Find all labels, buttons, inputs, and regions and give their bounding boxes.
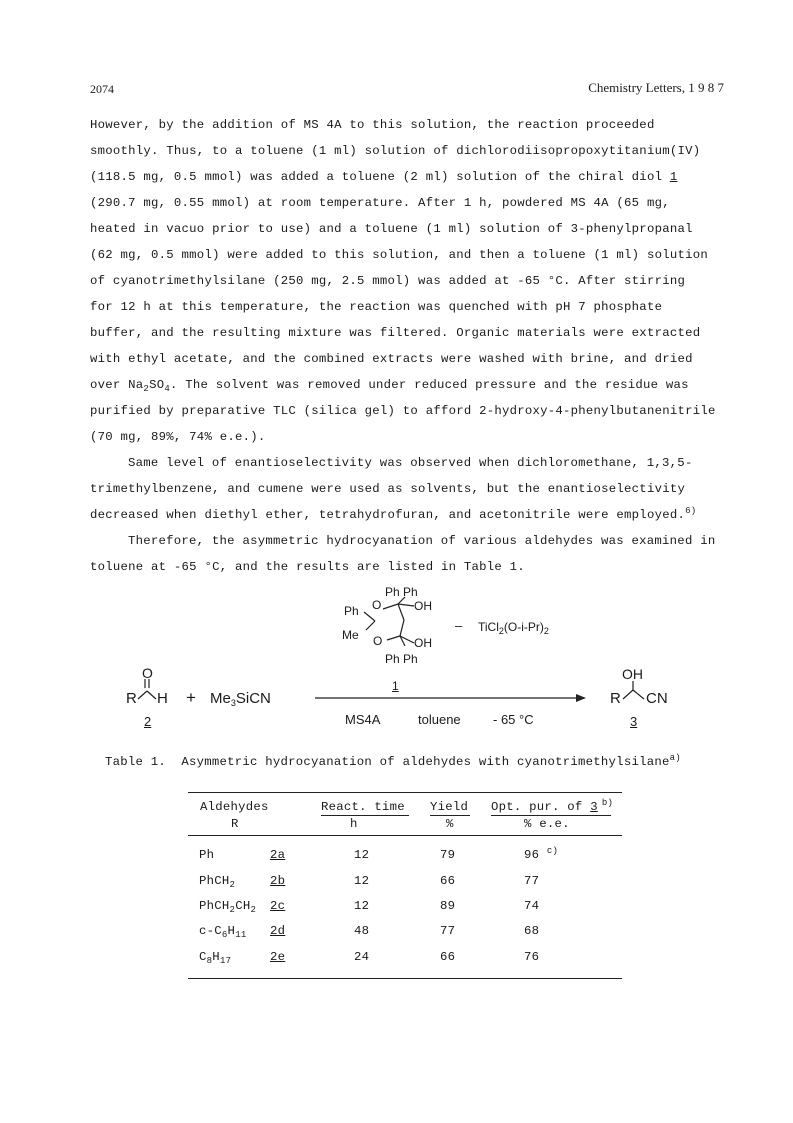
text-line: smoothly. Thus, to a toluene (1 ml) solution of dichlorodiisopropoxytitanium(IV) [90, 144, 701, 158]
product-r: R [610, 690, 621, 707]
substituent-text: H [212, 950, 220, 964]
cell-compound-code [270, 848, 285, 862]
product-cn: CN [646, 690, 668, 707]
cell-substituent [199, 924, 247, 938]
product-oh: OH [622, 666, 643, 682]
journal-header: Chemistry Letters, 1 9 8 7 [588, 80, 724, 95]
catalyst-o-bottom: O [373, 634, 383, 648]
cell-yield [440, 899, 455, 913]
header-underline [321, 815, 409, 816]
time-value: 12 [354, 899, 370, 913]
text-span: SO [149, 378, 165, 392]
aldehyde-h: H [157, 690, 168, 707]
text-line: purified by preparative TLC (silica gel) to afford 2-hydroxy-4-phenylbutanenitrile [90, 404, 716, 418]
cell-substituent [199, 848, 214, 862]
ti-sub: 2 [543, 626, 549, 636]
time-value: 48 [354, 924, 370, 938]
header-opt-pur [491, 800, 613, 814]
header-react-time: React. time [321, 800, 405, 814]
compound-ref-1: 1 [669, 170, 678, 184]
cell-substituent [199, 899, 256, 913]
yield-value: 77 [440, 924, 456, 938]
header-aldehydes: Aldehydes [200, 800, 269, 814]
time-value: 24 [354, 950, 370, 964]
header-opt-pur-note: b) [601, 798, 614, 808]
aldehyde-r: R [126, 690, 137, 707]
text-span: . The solvent was removed under reduced pressure and the residue was [169, 378, 689, 392]
header-underline [430, 815, 470, 816]
caption-note: a) [669, 753, 681, 763]
cell-react-time [354, 848, 369, 862]
cell-ee [524, 874, 539, 888]
compound-ref-2: 2 [144, 714, 152, 729]
substituent-text: c-C [199, 924, 222, 938]
cell-yield [440, 950, 455, 964]
yield-value: 66 [440, 950, 456, 964]
substituent-sub: 6 [221, 930, 228, 940]
compound-ref-3: 3 [630, 714, 638, 729]
catalyst-ph-left: Ph [344, 604, 359, 618]
catalyst-ph-bottom: Ph Ph [385, 652, 418, 666]
cell-compound-code [270, 924, 285, 938]
condition-ms4a: MS4A [345, 712, 381, 727]
substituent-text: C [199, 950, 207, 964]
yield-value: 66 [440, 874, 456, 888]
condition-solvent: toluene [418, 712, 461, 727]
silane-text: SiCN [235, 690, 271, 707]
ee-value: 77 [524, 874, 540, 888]
table-caption [105, 755, 681, 769]
cell-ee [524, 924, 539, 938]
substituent-text: PhCH [199, 874, 230, 888]
header-ee-unit: % e.e. [524, 817, 570, 831]
cell-substituent [199, 874, 235, 888]
footnote-ref: 6) [685, 506, 697, 516]
subscript: 4 [164, 384, 170, 394]
silane-text: Me [210, 690, 231, 707]
header-opt-pur-text: Opt. pur. of [491, 800, 583, 814]
titanium-reagent [478, 620, 549, 634]
header-yield-unit: % [446, 817, 454, 831]
yield-value: 89 [440, 899, 456, 913]
substituent-sub: 2 [229, 880, 236, 890]
header-yield: Yield [430, 800, 469, 814]
compound-code: 2b [270, 874, 286, 888]
substituent-text: Ph [199, 848, 215, 862]
substituent-text: CH [235, 899, 251, 913]
substituent-text: H [227, 924, 236, 938]
ee-note: c) [546, 846, 559, 856]
substituent-sub: 8 [206, 956, 213, 966]
ti-sub: 2 [498, 626, 504, 636]
text-line: Same level of enantioselectivity was observed when dichloromethane, 1,3,5- [128, 456, 693, 470]
cell-ee [524, 950, 539, 964]
cell-react-time [354, 950, 369, 964]
text-line: (62 mg, 0.5 mmol) were added to this solution, and then a toluene (1 ml) solution [90, 248, 708, 262]
text-span: decreased when diethyl ether, tetrahydrofuran, and acetonitrile were employed. [90, 508, 686, 522]
text-line: for 12 h at this temperature, the reaction was quenched with pH 7 phosphate [90, 300, 663, 314]
silane-sub: 3 [230, 698, 236, 708]
text-line: trimethylbenzene, and cumene were used as solvents, but the enantioselectivity [90, 482, 686, 496]
header-opt-pur-ref: 3 [590, 800, 598, 814]
text-span: (118.5 mg, 0.5 mmol) was added a toluene (2 ml) solution of the chiral diol [90, 170, 663, 184]
caption-label: Table 1. [105, 755, 167, 769]
cell-react-time [354, 899, 369, 913]
catalyst-oh-bottom: OH [414, 636, 432, 650]
text-span: over Na [90, 378, 144, 392]
cell-ee [524, 848, 558, 862]
text-line: toluene at -65 °C, and the results are listed in Table 1. [90, 560, 525, 574]
cell-yield [440, 924, 455, 938]
text-line: Therefore, the asymmetric hydrocyanation of various aldehydes was examined in [128, 534, 716, 548]
header-underline [491, 815, 611, 816]
table-top-rule [188, 792, 622, 793]
text-line: However, by the addition of MS 4A to this solution, the reaction proceeded [90, 118, 655, 132]
text-line: buffer, and the resulting mixture was filtered. Organic materials were extracted [90, 326, 701, 340]
text-line: with ethyl acetate, and the combined extracts were washed with brine, and dried [90, 352, 693, 366]
text-line: (70 mg, 89%, 74% e.e.). [90, 430, 266, 444]
compound-code: 2c [270, 899, 286, 913]
compound-code: 2d [270, 924, 286, 938]
table-bottom-rule [188, 978, 622, 979]
cell-yield [440, 874, 455, 888]
compound-code: 2a [270, 848, 286, 862]
ee-value: 68 [524, 924, 540, 938]
catalyst-ph-top: Ph Ph [385, 585, 418, 599]
ti-text: (O-i-Pr) [503, 620, 544, 634]
subscript: 2 [143, 384, 150, 394]
substituent-sub: 11 [235, 930, 247, 940]
time-value: 12 [354, 848, 370, 862]
header-r: R [231, 817, 239, 831]
compound-code: 2e [270, 950, 286, 964]
cyanotrimethylsilane [210, 690, 271, 707]
cell-compound-code [270, 950, 285, 964]
ee-value: 74 [524, 899, 540, 913]
ee-value: 96 [524, 848, 540, 862]
cell-react-time [354, 924, 369, 938]
substituent-sub: 2 [229, 905, 236, 915]
plus-sign: + [186, 688, 196, 707]
aldehyde-o: O [142, 665, 153, 681]
catalyst-dash: – [455, 618, 463, 633]
substituent-sub: 17 [219, 956, 232, 966]
table-header-rule [188, 835, 622, 836]
catalyst-me: Me [342, 628, 359, 642]
cell-yield [440, 848, 455, 862]
arrow-catalyst-ref: 1 [392, 679, 399, 693]
text-line: heated in vacuo prior to use) and a toluene (1 ml) solution of 3-phenylpropanal [90, 222, 693, 236]
cell-ee [524, 899, 539, 913]
ti-text: TiCl [478, 620, 499, 634]
ee-value: 76 [524, 950, 540, 964]
condition-temperature: - 65 °C [493, 712, 534, 727]
yield-value: 79 [440, 848, 456, 862]
caption-text: Asymmetric hydrocyanation of aldehydes with cyanotrimethylsilane [181, 755, 670, 769]
page-number: 2074 [90, 82, 114, 96]
catalyst-oh-top: OH [414, 599, 432, 613]
cell-substituent [199, 950, 231, 964]
substituent-text: PhCH [199, 899, 230, 913]
header-time-unit: h [350, 817, 358, 831]
catalyst-o-top: O [372, 598, 382, 612]
cell-compound-code [270, 899, 285, 913]
substituent-sub: 2 [250, 905, 257, 915]
cell-compound-code [270, 874, 285, 888]
cell-react-time [354, 874, 369, 888]
text-line: of cyanotrimethylsilane (250 mg, 2.5 mmol) was added at -65 °C. After stirring [90, 274, 686, 288]
text-line: (290.7 mg, 0.55 mmol) at room temperature. After 1 h, powdered MS 4A (65 mg, [90, 196, 670, 210]
time-value: 12 [354, 874, 370, 888]
